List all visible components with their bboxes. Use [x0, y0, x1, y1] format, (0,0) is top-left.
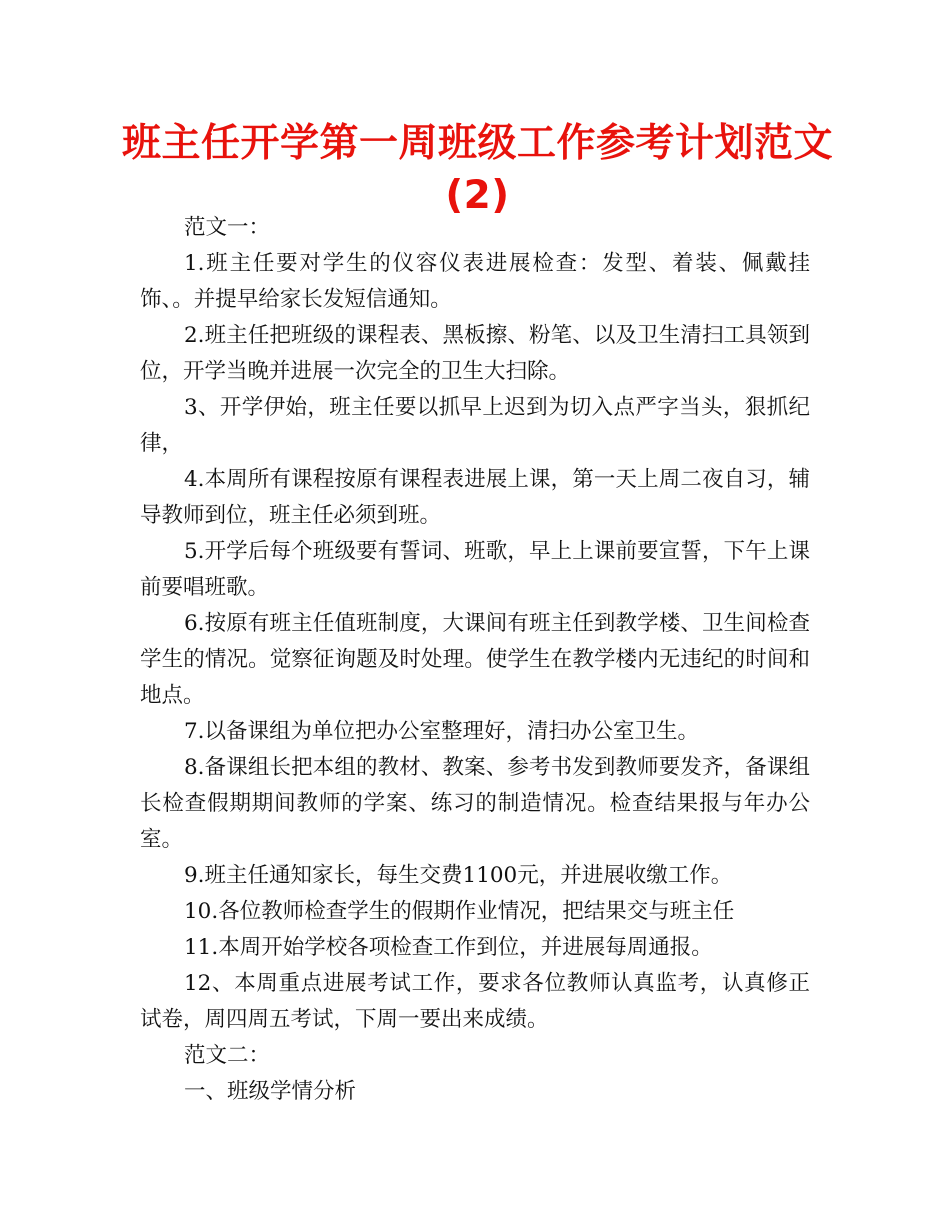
paragraph-fanwen-2-heading: 范文二：	[184, 1043, 271, 1068]
paragraph-item-12: 12、本周重点进展考试工作，要求各位教师认真监考，认真修正试卷，周四周五考试，下周一要出来成绩。	[140, 971, 810, 1032]
paragraph-item-6: 6.按原有班主任值班制度，大课间有班主任到教学楼、卫生间检查学生的情况。觉察征询题及时处理。使学生在教学楼内无违纪的时间和地点。	[140, 611, 810, 708]
document-body	[140, 210, 810, 1110]
paragraph-item-4: 4.本周所有课程按原有课程表进展上课，第一天上周二夜自习，辅导教师到位，班主任必须到班。	[140, 467, 810, 528]
paragraph-item-11: 11.本周开始学校各项检查工作到位，并进展每周通报。	[184, 935, 713, 960]
paragraph-item-7: 7.以备课组为单位把办公室整理好，清扫办公室卫生。	[184, 719, 700, 744]
document-title: 班主任开学第一周班级工作参考计划范文(2)	[121, 121, 833, 218]
paragraph-item-10: 10.各位教师检查学生的假期作业情况，把结果交与班主任	[184, 899, 735, 924]
paragraph-item-2: 2.班主任把班级的课程表、黑板擦、粉笔、以及卫生清扫工具领到位，开学当晚并进展一次完全的卫生大扫除。	[140, 323, 810, 384]
paragraph-section-heading: 一、班级学情分析	[184, 1079, 357, 1104]
paragraph-item-1: 1.班主任要对学生的仪容仪表进展检查：发型、着装、佩戴挂饰、。并提早给家长发短信通知。	[140, 251, 810, 312]
paragraph-item-5: 5.开学后每个班级要有誓词、班歌，早上上课前要宣誓，下午上课前要唱班歌。	[140, 539, 810, 600]
paragraph-item-8: 8.备课组长把本组的教材、教案、参考书发到教师要发齐，备课组长检查假期期间教师的学案、练习的制造情况。检查结果报与年办公室。	[140, 755, 810, 852]
paragraph-item-9: 9.班主任通知家长，每生交费1100元，并进展收缴工作。	[184, 863, 733, 888]
paragraph-fanwen-1-heading: 范文一：	[184, 215, 271, 240]
paragraph-item-3: 3、开学伊始，班主任要以抓早上迟到为切入点严字当头，狠抓纪律，	[140, 395, 810, 456]
